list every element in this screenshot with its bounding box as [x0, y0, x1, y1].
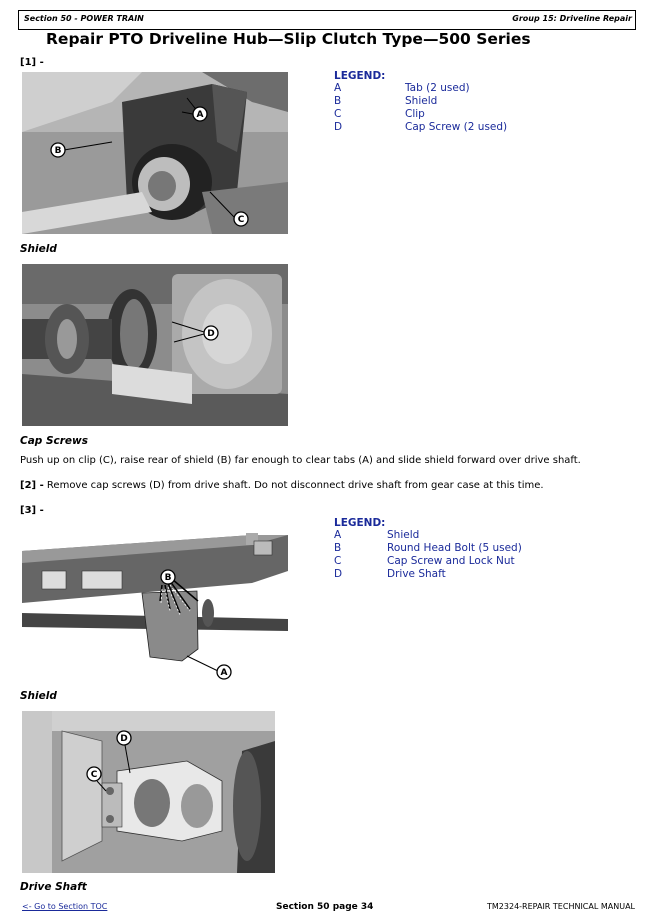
legend-2-value-d: Drive Shaft — [387, 568, 446, 580]
step-2-text: Remove cap screws (D) from drive shaft. Do not disconnect drive shaft from gear case at this time. — [46, 480, 544, 491]
callout-d — [117, 731, 131, 745]
svg-text:D: D — [207, 329, 215, 339]
svg-text:C: C — [237, 215, 245, 225]
figure-4-caption: Drive Shaft — [20, 881, 87, 893]
svg-text:A: A — [220, 668, 228, 678]
figure-drive-shaft-photo — [22, 711, 275, 873]
svg-text:B: B — [164, 573, 172, 583]
callout-a — [193, 107, 207, 121]
go-to-section-toc-link[interactable]: <- Go to Section TOC — [22, 902, 108, 911]
legend-2 — [334, 517, 554, 581]
svg-text:C: C — [90, 770, 98, 780]
section-label: Section 50 - POWER TRAIN — [24, 14, 144, 23]
legend-1-value-a: Tab (2 used) — [405, 82, 470, 94]
legend-2-key-d: D — [334, 568, 343, 580]
legend-2-value-a: Shield — [387, 529, 420, 541]
page-header — [18, 10, 636, 30]
figure-2-caption: Cap Screws — [20, 435, 88, 447]
figure-shield-photo — [22, 72, 288, 234]
step-1-label: [1] - — [20, 57, 44, 68]
svg-text:B: B — [54, 146, 62, 156]
callout-b — [161, 570, 175, 584]
callout-d — [204, 326, 218, 340]
svg-text:D: D — [120, 734, 128, 744]
figure-cap-screws-photo — [22, 264, 288, 426]
step-3-label: [3] - — [20, 505, 44, 516]
callout-c — [87, 767, 101, 781]
page-number: Section 50 page 34 — [276, 902, 374, 912]
legend-1-title: LEGEND: — [334, 70, 386, 82]
legend-1-value-d: Cap Screw (2 used) — [405, 121, 508, 133]
legend-2-title: LEGEND: — [334, 517, 386, 529]
legend-1-value-c: Clip — [405, 108, 425, 120]
legend-2-key-c: C — [334, 555, 342, 567]
figure-1-caption: Shield — [20, 243, 57, 255]
legend-2-value-b: Round Head Bolt (5 used) — [387, 542, 522, 554]
page-title: Repair PTO Driveline Hub—Slip Clutch Type—500 Series — [46, 30, 531, 48]
step-2-label: [2] - — [20, 480, 44, 491]
instruction-paragraph-1: Push up on clip (C), raise rear of shield (B) far enough to clear tabs (A) and slide shield forward over drive shaft. — [20, 455, 581, 466]
step-2 — [20, 480, 544, 491]
callout-a — [217, 665, 231, 679]
manual-name: TM2324-REPAIR TECHNICAL MANUAL — [487, 902, 635, 911]
legend-2-key-b: B — [334, 542, 342, 554]
figure-shield-drawing — [22, 521, 288, 683]
group-label: Group 15: Driveline Repair — [512, 14, 632, 23]
legend-1-key-c: C — [334, 108, 342, 120]
figure-3-caption: Shield — [20, 690, 57, 702]
legend-1-key-d: D — [334, 121, 343, 133]
legend-1 — [334, 70, 534, 134]
svg-text:A: A — [196, 110, 204, 120]
legend-1-key-a: A — [334, 82, 342, 94]
legend-1-key-b: B — [334, 95, 342, 107]
callout-c — [234, 212, 248, 226]
callout-b — [51, 143, 65, 157]
legend-2-key-a: A — [334, 529, 342, 541]
legend-2-value-c: Cap Screw and Lock Nut — [387, 555, 515, 567]
legend-1-value-b: Shield — [405, 95, 438, 107]
